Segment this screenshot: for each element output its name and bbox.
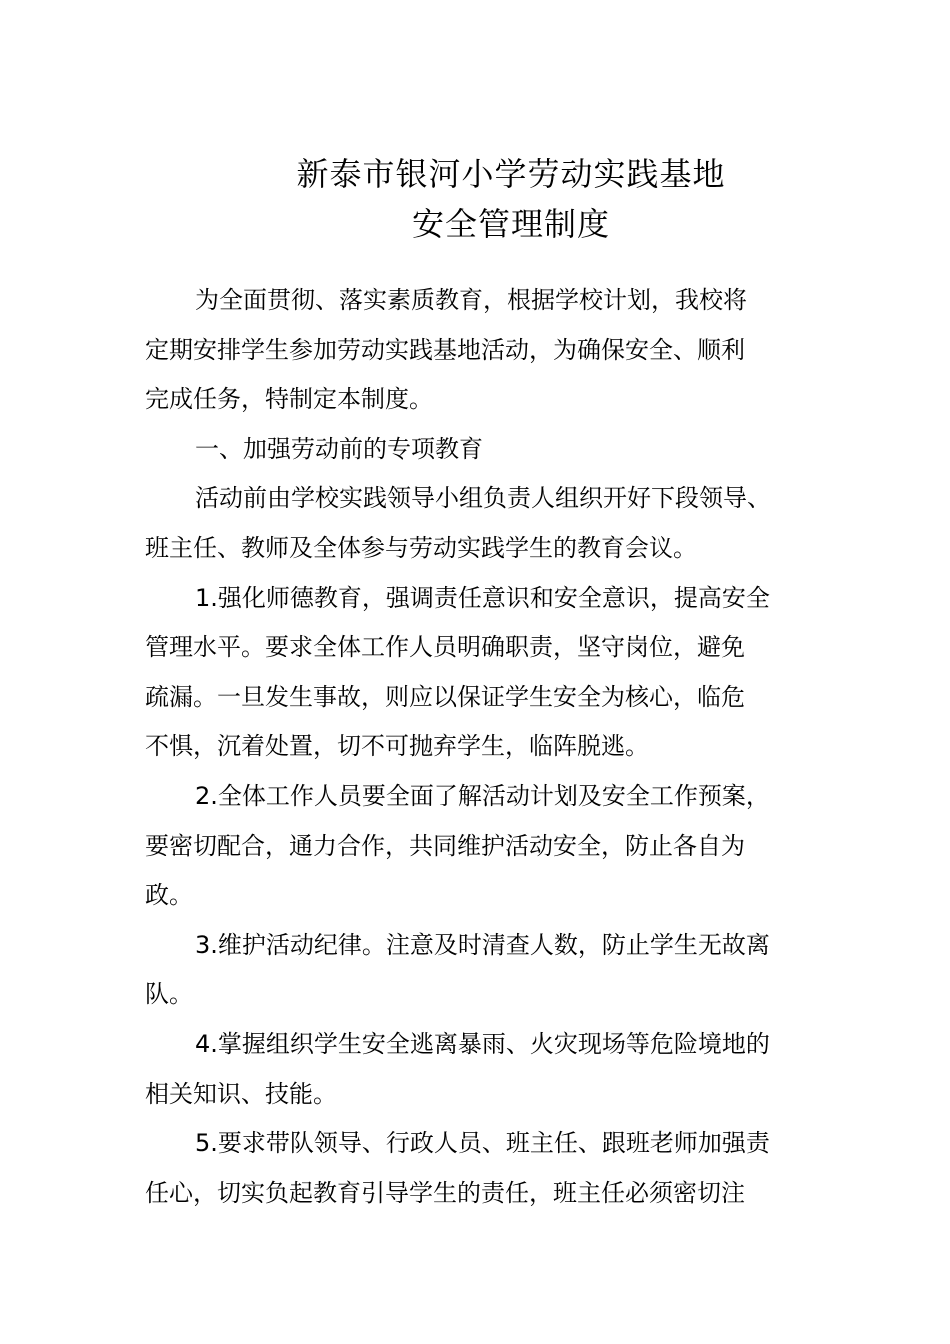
body-line: 不惧，沉着处置，切不可抛弃学生，临阵脱逃。 bbox=[145, 732, 649, 761]
body-line: 3.维护活动纪律。注意及时清查人数，防止学生无故离 bbox=[195, 930, 770, 959]
body-line: 相关知识、技能。 bbox=[145, 1079, 337, 1108]
body-line: 4.掌握组织学生安全逃离暴雨、火灾现场等危险境地的 bbox=[195, 1029, 770, 1058]
section-heading: 一、加强劳动前的专项教育 bbox=[195, 434, 483, 463]
body-line: 管理水平。要求全体工作人员明确职责，坚守岗位，避免 bbox=[145, 633, 745, 662]
document-title-line-2: 安全管理制度 bbox=[411, 205, 610, 243]
body-line: 完成任务，特制定本制度。 bbox=[145, 385, 433, 414]
body-line: 疏漏。一旦发生事故，则应以保证学生安全为核心，临危 bbox=[145, 682, 745, 711]
body-line: 政。 bbox=[145, 881, 193, 910]
body-line: 1.强化师德教育，强调责任意识和安全意识，提高安全 bbox=[195, 583, 770, 612]
body-line: 定期安排学生参加劳动实践基地活动，为确保安全、顺利 bbox=[145, 335, 745, 364]
body-line: 活动前由学校实践领导小组负责人组织开好下段领导、 bbox=[195, 484, 771, 513]
body-line: 任心，切实负起教育引导学生的责任，班主任必须密切注 bbox=[145, 1178, 745, 1207]
body-line: 队。 bbox=[145, 980, 193, 1009]
body-line: 班主任、教师及全体参与劳动实践学生的教育会议。 bbox=[145, 533, 697, 562]
body-line: 要密切配合，通力合作，共同维护活动安全，防止各自为 bbox=[145, 831, 745, 860]
body-line: 2.全体工作人员要全面了解活动计划及安全工作预案， bbox=[195, 781, 770, 810]
document-body bbox=[145, 276, 810, 1218]
body-line: 5.要求带队领导、行政人员、班主任、跟班老师加强责 bbox=[195, 1129, 770, 1158]
document-title-line-1: 新泰市银河小学劳动实践基地 bbox=[296, 155, 726, 193]
body-line: 为全面贯彻、落实素质教育，根据学校计划，我校将 bbox=[195, 286, 747, 314]
